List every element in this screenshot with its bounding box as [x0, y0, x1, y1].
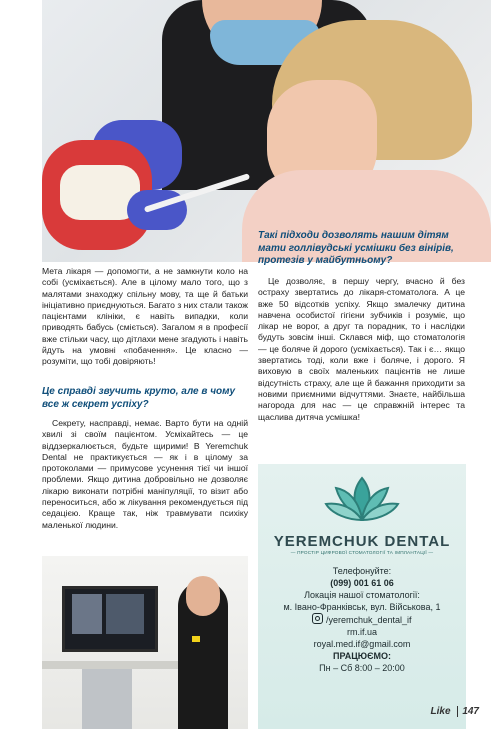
- question-1: Такі підходи дозволять нашим дітям мати голлівудські усмішки без вінірів, протезів у майбутньому?: [258, 230, 454, 266]
- location-label: Локація нашої стоматології:: [304, 590, 420, 600]
- hours-label: ПРАЦЮЄМО:: [333, 651, 391, 661]
- page-number: 147: [462, 706, 479, 717]
- address: м. Івано-Франківськ, вул. Військова, 1: [283, 602, 441, 612]
- email[interactable]: royal.med.if@gmail.com: [313, 639, 411, 649]
- phone-number[interactable]: (099) 001 61 06: [330, 578, 394, 588]
- question-2: Це справді звучить круто, але в чому все ж секрет успіху?: [42, 386, 236, 410]
- left-paragraph-2: Секрету, насправді, немає. Варто бути на одній хвилі зі своїм пацієнтом. Усміхайтесь — це віддзеркалюється, будьте щирими! В Yeremchuk Dental не практикується — як і в цілому за протоколами — примусове усунення тієї чи іншої проблеми. Якщо дитина добровільно не дозволяє лікарю виконати потрібні маніпуляції, то візит або переноситься, або ж лікування рекомендується під седацією. Краще так, ніж травмувати психіку маленької людини.: [42, 418, 248, 530]
- page-footer: [431, 706, 479, 717]
- instagram-text: /yeremchuk_dental_if: [325, 615, 412, 625]
- clinic-photo: [42, 556, 248, 729]
- right-paragraph-1: Це дозволяє, в першу чергу, вчасно й без остраху звертатись до лікаря-стоматолога. А це вже 50 відсотків успіху. Якщо змалечку дитина навчена особистої гігієни зубчиків і розуміє, що лікар не ворог, а друг та порадник, то і наслідки будуть зовсім інші. Склався міф, що стоматологія — це боляче й дорого (усміхається). Так і є… якщо звертатись тоді, коли вже і боляче, і дорого. Я виховую в своїх маленьких пацієнтів не лише відсутність страху, але ще й бажання приходити за новими приємними відчуттями. Знаєте, найбільша нагорода для нас — це справжній інтерес та щаслива дитяча усмішка!: [258, 276, 465, 422]
- clinic-ad: [258, 464, 466, 729]
- website[interactable]: rm.if.ua: [346, 627, 377, 637]
- brand-name: YEREMCHUK DENTAL: [273, 533, 451, 550]
- instagram-icon: [312, 613, 323, 624]
- lotus-tooth-logo-icon: [322, 472, 402, 528]
- brand-tagline: — ПРОСТІР ЦИФРОВОЇ СТОМАТОЛОГІЇ ТА ІМПЛАНТАЦІЇ —: [290, 550, 434, 555]
- magazine-brand: Like: [430, 706, 451, 717]
- hero-photo: [42, 0, 491, 262]
- instagram-handle[interactable]: [258, 613, 466, 626]
- phone-label: Телефонуйте:: [332, 566, 392, 576]
- left-paragraph-1: Мета лікаря — допомогти, а не замкнути коло на собі (усміхається). Але в цілому мало того, що з малятами знаходжу спільну мову, та ще й батьки ініціативно приєднуються. Багато з них стали також пацієнтами клініки, є навіть випадки, коли приводять бабусь (сміється). Загалом я в професії вже стільки часу, що дітлахи мене згадують і навіть йдуть на умовні «побачення». Це класно — розуміти, що тобі довіряють!: [42, 266, 248, 367]
- hours: Пн – Сб 8:00 – 20:00: [319, 663, 405, 673]
